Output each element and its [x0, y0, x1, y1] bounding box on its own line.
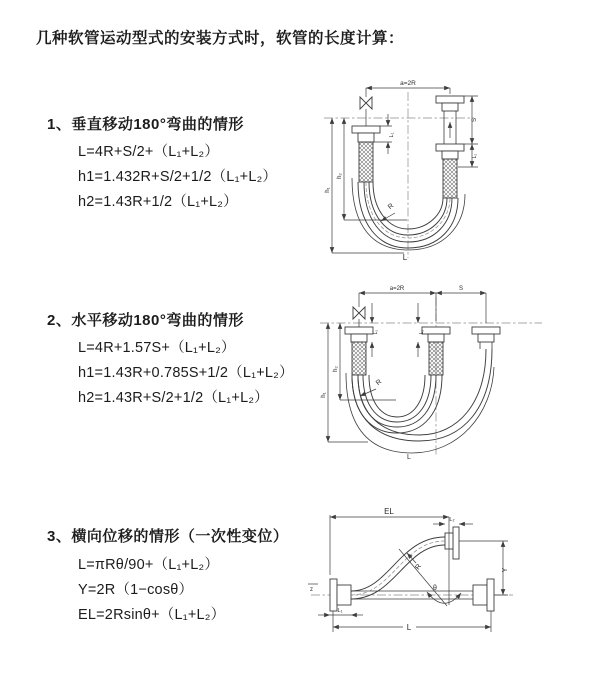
diagram-lateral-displacement — [303, 505, 600, 650]
middle-flange — [422, 327, 450, 334]
right-flange — [472, 327, 500, 334]
right-flange-lower — [436, 144, 464, 151]
middle-braid — [429, 342, 443, 375]
dim-label-y: Y — [502, 567, 509, 573]
section2-formula-h1: h1=1.43R+0.785S+1/2（L₁+L₂） — [78, 365, 294, 381]
section3-formula-el: EL=2Rsinθ+（L₁+L₂） — [78, 607, 226, 623]
radius-label: R — [386, 202, 396, 212]
right-hub — [473, 585, 487, 605]
right-braid — [443, 159, 457, 198]
section2-formula-h2: h2=1.43R+S/2+1/2（L₁+L₂） — [78, 390, 269, 406]
section2-formula-length: L=4R+1.57S+（L₁+L₂） — [78, 340, 236, 356]
radius-label: R — [374, 378, 384, 388]
left-braid — [359, 142, 373, 182]
dim-label-l2: L₂ — [449, 517, 455, 523]
dim-label-l1: L₁ — [389, 132, 395, 138]
dim-label-h1: h₁ — [321, 392, 327, 398]
section1-formula-h1: h1=1.432R+S/2+1/2（L₁+L₂） — [78, 169, 278, 185]
dim-label-width: a=2R — [389, 286, 405, 292]
left-hub — [358, 133, 374, 142]
hose-u-curves — [346, 349, 494, 453]
diagram-vertical-bend — [308, 72, 598, 262]
angle-label: θ — [433, 585, 437, 592]
dim-label-length: L — [406, 623, 412, 632]
section3-formula-y: Y=2R（1−cosθ） — [78, 582, 194, 598]
dim-label-l1: L₁ — [373, 329, 379, 335]
section3-heading: 3、横向位移的情形（一次性变位） — [47, 528, 289, 545]
angle-arc — [427, 592, 461, 603]
hose-s-curve — [351, 537, 445, 599]
dim-label-h2: h₂ — [333, 366, 339, 372]
dim-label-h2: h₂ — [337, 173, 343, 179]
valve-icon — [353, 307, 365, 319]
left-flange — [345, 327, 373, 334]
right-hub-upper — [442, 103, 458, 111]
right-hub — [478, 334, 494, 342]
left-flange — [330, 579, 337, 611]
middle-hub — [428, 334, 444, 342]
dim-label-l1: L₁ — [337, 608, 343, 614]
dim-label-l2: L₂ — [472, 153, 478, 159]
section1-formula-length: L=4R+S/2+（L₁+L₂） — [78, 144, 220, 160]
left-flange — [352, 126, 380, 133]
dim-label-width: a=2R — [400, 80, 416, 87]
section1-formula-h2: h2=1.43R+1/2（L₁+L₂） — [78, 194, 238, 210]
right-flange — [487, 579, 494, 611]
dim-label-l2: L₂ — [419, 329, 425, 335]
left-braid — [352, 342, 366, 375]
section3-formula-length: L=πRθ/90+（L₁+L₂） — [78, 557, 220, 573]
length-label: L — [407, 454, 411, 461]
radius-construction-line — [399, 549, 447, 606]
left-hub — [351, 334, 367, 342]
dim-label-h1: h₁ — [325, 187, 331, 193]
section2-heading: 2、水平移动180°弯曲的情形 — [47, 312, 244, 329]
upper-flange — [453, 527, 459, 559]
centerline-mark: z — [310, 587, 313, 593]
valve-icon — [360, 97, 372, 109]
dim-label-el: EL — [384, 507, 394, 516]
left-hub — [337, 585, 351, 605]
page-title: 几种软管运动型式的安装方式时，软管的长度计算： — [36, 30, 405, 47]
right-hub-lower — [442, 151, 458, 159]
dim-label-stroke: S — [458, 286, 464, 292]
length-label: L — [402, 253, 408, 262]
diagram-horizontal-bend — [306, 283, 600, 461]
section1-heading: 1、垂直移动180°弯曲的情形 — [47, 116, 244, 133]
radius-label: R — [414, 563, 424, 572]
dim-label-stroke: S — [472, 117, 478, 123]
right-flange-upper — [436, 96, 464, 103]
